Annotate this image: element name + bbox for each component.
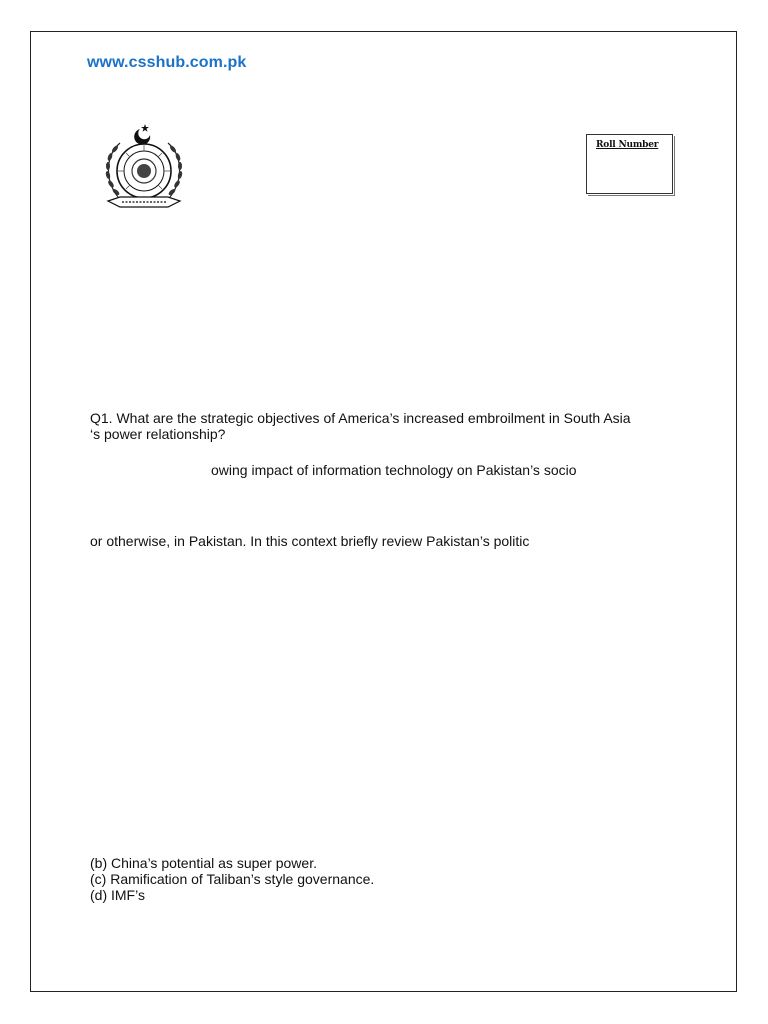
question-part-b: (b) China’s potential as super power. bbox=[90, 855, 317, 871]
question-1-line-1: Q1. What are the strategic objectives of America’s increased embroilment in South Asia bbox=[90, 410, 631, 426]
question-fragment-information-technology: owing impact of information technology on Pakistan’s socio bbox=[211, 462, 577, 478]
roll-number-label: Roll Number bbox=[596, 140, 659, 150]
question-part-c: (c) Ramification of Taliban’s style governance. bbox=[90, 871, 375, 887]
question-fragment-politics: or otherwise, in Pakistan. In this context briefly review Pakistan’s politic bbox=[90, 533, 530, 549]
question-part-d: (d) IMF’s bbox=[90, 887, 145, 903]
site-link[interactable]: www.csshub.com.pk bbox=[87, 54, 247, 71]
roll-number-box[interactable] bbox=[586, 134, 673, 194]
question-1-line-2: ‘s power relationship? bbox=[90, 426, 226, 442]
fpsc-emblem-icon bbox=[100, 121, 188, 213]
